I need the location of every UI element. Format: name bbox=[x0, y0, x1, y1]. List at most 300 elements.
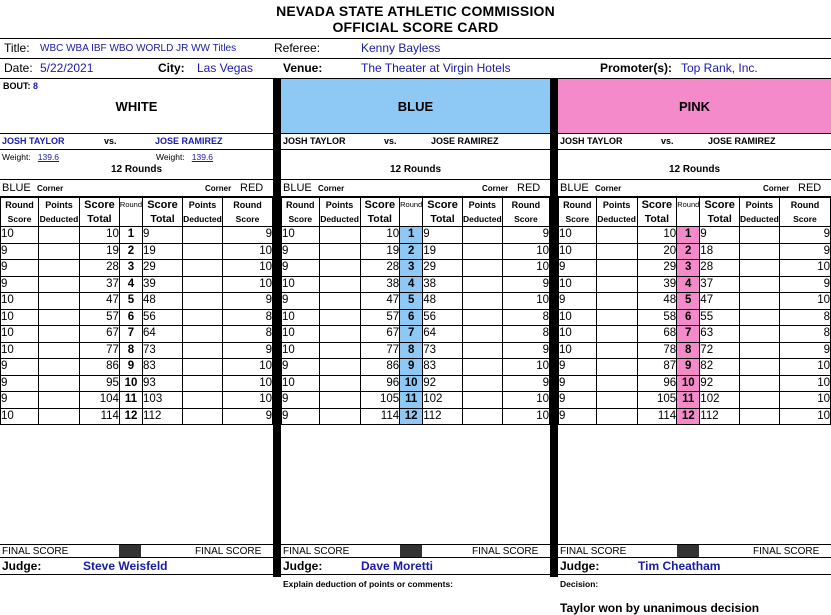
title-value: WBC WBA IBF WBO WORLD JR WW Titles bbox=[40, 43, 237, 54]
column-header: Points bbox=[319, 198, 360, 213]
score-cell: 68 bbox=[637, 326, 677, 343]
score-cell: 10 bbox=[282, 342, 320, 359]
score-cell bbox=[462, 309, 502, 326]
score-cell: 9 bbox=[502, 227, 549, 244]
score-table bbox=[558, 197, 831, 425]
column-subheader: Total bbox=[360, 212, 400, 227]
score-cell: 9 bbox=[222, 293, 272, 310]
column-header: Score bbox=[143, 198, 183, 213]
score-cell: 10 bbox=[1, 309, 39, 326]
info-row-1 bbox=[0, 38, 831, 58]
score-cell: 114 bbox=[360, 408, 400, 425]
score-cell bbox=[596, 375, 637, 392]
column-subheader: Score bbox=[222, 212, 272, 227]
score-cell: 10 bbox=[282, 326, 320, 343]
score-cell: 11 bbox=[677, 392, 700, 409]
score-cell bbox=[319, 293, 360, 310]
score-cell: 8 bbox=[502, 326, 549, 343]
score-cell: 9 bbox=[559, 408, 597, 425]
score-cell: 48 bbox=[637, 293, 677, 310]
score-cell: 48 bbox=[143, 293, 183, 310]
table-row bbox=[1, 227, 273, 244]
score-cell bbox=[462, 359, 502, 376]
referee-label: Referee: bbox=[274, 41, 321, 55]
score-cell: 9 bbox=[1, 243, 39, 260]
score-cell: 10 bbox=[502, 408, 549, 425]
score-cell: 1 bbox=[119, 227, 142, 244]
score-cell bbox=[183, 309, 223, 326]
score-cell: 10 bbox=[1, 293, 39, 310]
score-cell: 9 bbox=[282, 392, 320, 409]
score-cell: 19 bbox=[360, 243, 400, 260]
weight-a bbox=[2, 152, 59, 162]
score-cell: 12 bbox=[119, 408, 142, 425]
score-cell: 114 bbox=[637, 408, 677, 425]
table-row bbox=[559, 359, 831, 376]
score-cell: 10 bbox=[502, 359, 549, 376]
column-subheader: Score bbox=[779, 212, 830, 227]
weight-a-value: 139.6 bbox=[37, 152, 60, 162]
table-row bbox=[282, 342, 550, 359]
city-label: City: bbox=[158, 61, 185, 75]
score-cell: 8 bbox=[119, 342, 142, 359]
score-cell: 19 bbox=[423, 243, 463, 260]
table-row bbox=[1, 342, 273, 359]
judge-label: Judge: bbox=[2, 559, 42, 573]
score-panel bbox=[281, 78, 550, 589]
column-subheader: Total bbox=[423, 212, 463, 227]
table-row bbox=[559, 326, 831, 343]
score-cell: 10 bbox=[222, 276, 272, 293]
red-corner: RED bbox=[240, 182, 264, 194]
score-cell: 9 bbox=[282, 408, 320, 425]
fighter-a: JOSH TAYLOR bbox=[560, 136, 623, 146]
score-cell: 10 bbox=[282, 276, 320, 293]
table-row bbox=[282, 293, 550, 310]
column-subheader: Deducted bbox=[462, 212, 502, 227]
column-header: Score bbox=[360, 198, 400, 213]
column-subheader: Deducted bbox=[319, 212, 360, 227]
column-subheader: Deducted bbox=[183, 212, 223, 227]
score-cell: 47 bbox=[700, 293, 740, 310]
score-cell bbox=[596, 342, 637, 359]
final-score-row bbox=[558, 544, 831, 558]
score-cell bbox=[596, 359, 637, 376]
column-subheader: Score bbox=[282, 212, 320, 227]
score-cell: 93 bbox=[143, 375, 183, 392]
score-cell bbox=[183, 359, 223, 376]
panel-color-band bbox=[558, 78, 831, 134]
score-cell: 20 bbox=[637, 243, 677, 260]
score-cell: 56 bbox=[423, 309, 463, 326]
score-cell bbox=[462, 392, 502, 409]
score-cell bbox=[183, 342, 223, 359]
score-cell bbox=[38, 243, 79, 260]
score-cell: 10 bbox=[779, 293, 830, 310]
explain-label: Explain deduction of points or comments: bbox=[283, 579, 454, 589]
score-cell: 4 bbox=[400, 276, 423, 293]
fighter-a: JOSH TAYLOR bbox=[283, 136, 346, 146]
score-cell bbox=[462, 227, 502, 244]
score-cell: 38 bbox=[423, 276, 463, 293]
score-cell bbox=[183, 392, 223, 409]
fighters-row bbox=[0, 134, 273, 150]
panel-color-name: PINK bbox=[678, 99, 711, 114]
column-header: Score bbox=[423, 198, 463, 213]
corner-row bbox=[281, 179, 550, 197]
score-cell: 9 bbox=[559, 375, 597, 392]
table-row bbox=[282, 276, 550, 293]
scorecard-title: OFFICIAL SCORE CARD bbox=[332, 19, 499, 35]
score-cell: 8 bbox=[677, 342, 700, 359]
column-header: Points bbox=[462, 198, 502, 213]
score-cell: 7 bbox=[119, 326, 142, 343]
score-cell bbox=[462, 408, 502, 425]
column-subheader: Total bbox=[700, 212, 740, 227]
column-header: Points bbox=[38, 198, 79, 213]
city-value: Las Vegas bbox=[197, 61, 254, 75]
score-cell: 112 bbox=[423, 408, 463, 425]
score-cell: 3 bbox=[677, 260, 700, 277]
score-cell: 47 bbox=[360, 293, 400, 310]
column-header: Round bbox=[1, 198, 39, 213]
score-cell: 63 bbox=[700, 326, 740, 343]
score-cell: 10 bbox=[282, 309, 320, 326]
score-cell: 10 bbox=[779, 392, 830, 409]
score-cell: 112 bbox=[700, 408, 740, 425]
panel-divider bbox=[273, 78, 281, 577]
score-cell: 9 bbox=[559, 260, 597, 277]
vs-label: vs. bbox=[104, 136, 117, 146]
score-cell bbox=[596, 392, 637, 409]
score-cell: 10 bbox=[559, 342, 597, 359]
column-header: Round bbox=[222, 198, 272, 213]
score-cell: 10 bbox=[637, 227, 677, 244]
judge-label: Judge: bbox=[283, 559, 323, 573]
score-cell: 9 bbox=[222, 227, 272, 244]
bout-label: BOUT: bbox=[3, 81, 31, 91]
score-cell: 9 bbox=[282, 359, 320, 376]
vs-label: vs. bbox=[384, 136, 397, 146]
column-subheader: Deducted bbox=[596, 212, 637, 227]
score-cell bbox=[183, 326, 223, 343]
score-cell: 9 bbox=[282, 260, 320, 277]
score-cell: 38 bbox=[360, 276, 400, 293]
score-cell: 3 bbox=[119, 260, 142, 277]
score-cell: 9 bbox=[222, 408, 272, 425]
score-cell: 10 bbox=[559, 276, 597, 293]
column-subheader: Score bbox=[1, 212, 39, 227]
score-cell: 29 bbox=[637, 260, 677, 277]
score-cell bbox=[38, 326, 79, 343]
final-score-row bbox=[0, 544, 273, 558]
score-cell bbox=[319, 260, 360, 277]
column-subheader bbox=[119, 212, 142, 227]
bout-value: 8 bbox=[33, 81, 39, 91]
score-cell: 12 bbox=[677, 408, 700, 425]
table-row bbox=[1, 408, 273, 425]
score-cell: 57 bbox=[79, 309, 119, 326]
score-cell bbox=[462, 342, 502, 359]
corner-label: Corner bbox=[37, 184, 64, 193]
score-cell: 18 bbox=[700, 243, 740, 260]
score-cell: 10 bbox=[779, 375, 830, 392]
score-cell: 104 bbox=[79, 392, 119, 409]
fighter-b: JOSE RAMIREZ bbox=[155, 136, 223, 146]
table-row bbox=[559, 260, 831, 277]
corner-label: Corner bbox=[318, 184, 345, 193]
score-cell: 10 bbox=[677, 375, 700, 392]
score-cell bbox=[183, 375, 223, 392]
score-cell: 7 bbox=[677, 326, 700, 343]
score-cell bbox=[739, 309, 779, 326]
score-cell: 29 bbox=[143, 260, 183, 277]
score-cell bbox=[462, 375, 502, 392]
column-subheader bbox=[677, 212, 700, 227]
final-score-label: FINAL SCORE bbox=[560, 546, 627, 557]
score-cell bbox=[38, 227, 79, 244]
score-cell: 10 bbox=[222, 359, 272, 376]
score-cell bbox=[38, 342, 79, 359]
score-cell: 28 bbox=[700, 260, 740, 277]
score-cell bbox=[319, 309, 360, 326]
column-header: Round bbox=[677, 198, 700, 213]
score-cell: 9 bbox=[400, 359, 423, 376]
rounds-label: 12 Rounds bbox=[389, 164, 442, 175]
score-cell: 9 bbox=[1, 359, 39, 376]
score-cell: 58 bbox=[637, 309, 677, 326]
score-cell: 37 bbox=[700, 276, 740, 293]
score-cell: 2 bbox=[677, 243, 700, 260]
score-cell: 10 bbox=[502, 260, 549, 277]
column-header: Round bbox=[559, 198, 597, 213]
score-cell: 10 bbox=[502, 243, 549, 260]
score-cell: 10 bbox=[559, 243, 597, 260]
score-cell bbox=[739, 408, 779, 425]
panel-color-band bbox=[0, 78, 273, 134]
score-cell bbox=[462, 276, 502, 293]
column-header: Points bbox=[739, 198, 779, 213]
score-cell bbox=[596, 276, 637, 293]
score-cell: 77 bbox=[360, 342, 400, 359]
score-cell bbox=[319, 375, 360, 392]
score-cell: 10 bbox=[222, 392, 272, 409]
score-cell: 77 bbox=[79, 342, 119, 359]
score-cell: 10 bbox=[222, 375, 272, 392]
table-row bbox=[1, 375, 273, 392]
commission-title: NEVADA STATE ATHLETIC COMMISSION bbox=[276, 3, 555, 19]
table-row bbox=[559, 408, 831, 425]
final-score-row bbox=[281, 544, 550, 558]
score-cell: 6 bbox=[400, 309, 423, 326]
score-cell: 10 bbox=[779, 359, 830, 376]
table-row bbox=[1, 309, 273, 326]
column-header: Points bbox=[596, 198, 637, 213]
score-cell: 103 bbox=[143, 392, 183, 409]
table-row bbox=[1, 276, 273, 293]
score-cell: 102 bbox=[423, 392, 463, 409]
table-row bbox=[282, 375, 550, 392]
column-header: Score bbox=[700, 198, 740, 213]
score-cell: 8 bbox=[400, 342, 423, 359]
table-row bbox=[559, 243, 831, 260]
score-cell: 9 bbox=[559, 392, 597, 409]
score-cell bbox=[319, 408, 360, 425]
table-row bbox=[1, 359, 273, 376]
score-cell bbox=[462, 293, 502, 310]
score-cell: 56 bbox=[143, 309, 183, 326]
score-cell: 9 bbox=[502, 375, 549, 392]
rounds-label: 12 Rounds bbox=[110, 164, 163, 175]
score-cell: 10 bbox=[119, 375, 142, 392]
score-cell: 78 bbox=[637, 342, 677, 359]
score-cell: 9 bbox=[502, 276, 549, 293]
score-cell: 19 bbox=[143, 243, 183, 260]
table-row bbox=[282, 408, 550, 425]
table-row bbox=[1, 243, 273, 260]
panel-color-name: WHITE bbox=[115, 99, 158, 114]
score-cell bbox=[596, 243, 637, 260]
weight-label: Weight: bbox=[156, 152, 185, 162]
score-table bbox=[281, 197, 550, 425]
score-cell: 5 bbox=[677, 293, 700, 310]
score-cell: 10 bbox=[282, 227, 320, 244]
score-cell: 9 bbox=[559, 359, 597, 376]
score-cell bbox=[596, 309, 637, 326]
score-table bbox=[0, 197, 273, 425]
score-cell bbox=[739, 293, 779, 310]
score-cell: 9 bbox=[779, 342, 830, 359]
score-cell bbox=[38, 260, 79, 277]
score-cell: 9 bbox=[1, 276, 39, 293]
score-cell bbox=[38, 408, 79, 425]
table-row bbox=[559, 392, 831, 409]
score-cell: 102 bbox=[700, 392, 740, 409]
score-cell: 10 bbox=[502, 392, 549, 409]
score-cell: 5 bbox=[400, 293, 423, 310]
score-cell: 9 bbox=[423, 227, 463, 244]
table-row bbox=[1, 326, 273, 343]
table-row bbox=[282, 260, 550, 277]
score-cell: 10 bbox=[79, 227, 119, 244]
score-cell bbox=[739, 260, 779, 277]
score-cell: 9 bbox=[779, 276, 830, 293]
score-cell bbox=[596, 326, 637, 343]
final-score-label: FINAL SCORE bbox=[283, 546, 350, 557]
score-cell bbox=[183, 227, 223, 244]
score-cell bbox=[739, 375, 779, 392]
score-cell: 10 bbox=[1, 408, 39, 425]
score-cell: 28 bbox=[79, 260, 119, 277]
column-header: Round bbox=[282, 198, 320, 213]
column-subheader: Total bbox=[143, 212, 183, 227]
score-cell bbox=[596, 408, 637, 425]
final-score-label: FINAL SCORE bbox=[195, 546, 262, 557]
fighter-b: JOSE RAMIREZ bbox=[431, 136, 499, 146]
score-cell: 9 bbox=[119, 359, 142, 376]
score-cell: 3 bbox=[400, 260, 423, 277]
judge-label: Judge: bbox=[560, 559, 600, 573]
score-cell: 10 bbox=[559, 309, 597, 326]
column-subheader: Total bbox=[79, 212, 119, 227]
column-header: Points bbox=[183, 198, 223, 213]
score-cell: 9 bbox=[282, 293, 320, 310]
score-cell: 1 bbox=[677, 227, 700, 244]
table-row bbox=[559, 375, 831, 392]
fighters-row bbox=[558, 134, 831, 150]
score-cell bbox=[319, 359, 360, 376]
score-cell: 9 bbox=[222, 342, 272, 359]
column-header: Score bbox=[637, 198, 677, 213]
score-cell: 8 bbox=[222, 326, 272, 343]
column-subheader: Deducted bbox=[739, 212, 779, 227]
score-cell: 105 bbox=[360, 392, 400, 409]
corner-label: Corner bbox=[482, 184, 509, 193]
table-header-row bbox=[1, 212, 273, 227]
final-score-label: FINAL SCORE bbox=[472, 546, 539, 557]
decision-label: Decision: bbox=[560, 579, 599, 589]
score-cell bbox=[38, 375, 79, 392]
score-cell: 9 bbox=[1, 260, 39, 277]
score-cell: 95 bbox=[79, 375, 119, 392]
final-score-box bbox=[677, 545, 699, 557]
panel-color-name: BLUE bbox=[397, 99, 434, 114]
score-cell: 10 bbox=[559, 326, 597, 343]
score-cell: 83 bbox=[423, 359, 463, 376]
weight-label: Weight: bbox=[2, 152, 31, 162]
score-cell bbox=[183, 293, 223, 310]
score-cell: 67 bbox=[360, 326, 400, 343]
corner-row bbox=[0, 179, 273, 197]
fighter-a: JOSH TAYLOR bbox=[2, 136, 65, 146]
score-cell bbox=[319, 342, 360, 359]
blue-corner: BLUE bbox=[2, 182, 31, 194]
score-cell bbox=[38, 392, 79, 409]
score-cell: 48 bbox=[423, 293, 463, 310]
score-cell: 9 bbox=[677, 359, 700, 376]
table-header-row bbox=[559, 198, 831, 213]
corner-label: Corner bbox=[205, 184, 232, 193]
judge-row bbox=[558, 558, 831, 575]
final-score-label: FINAL SCORE bbox=[2, 546, 69, 557]
score-cell: 4 bbox=[677, 276, 700, 293]
corner-label: Corner bbox=[595, 184, 622, 193]
score-cell bbox=[183, 408, 223, 425]
score-cell bbox=[183, 260, 223, 277]
score-cell: 92 bbox=[700, 375, 740, 392]
score-cell: 8 bbox=[222, 309, 272, 326]
score-cell: 10 bbox=[779, 260, 830, 277]
score-cell bbox=[739, 392, 779, 409]
score-cell bbox=[596, 260, 637, 277]
promoter-label: Promoter(s): bbox=[600, 61, 673, 75]
score-cell: 10 bbox=[1, 326, 39, 343]
table-row bbox=[559, 227, 831, 244]
score-panel bbox=[0, 78, 273, 577]
column-header: Round bbox=[779, 198, 830, 213]
score-cell: 10 bbox=[222, 260, 272, 277]
score-cell: 8 bbox=[779, 309, 830, 326]
score-cell bbox=[319, 276, 360, 293]
score-cell: 9 bbox=[282, 243, 320, 260]
score-cell: 9 bbox=[779, 243, 830, 260]
column-header: Score bbox=[79, 198, 119, 213]
score-cell: 10 bbox=[222, 243, 272, 260]
corner-label: Corner bbox=[763, 184, 790, 193]
table-row bbox=[282, 326, 550, 343]
score-cell bbox=[739, 276, 779, 293]
score-cell bbox=[38, 309, 79, 326]
